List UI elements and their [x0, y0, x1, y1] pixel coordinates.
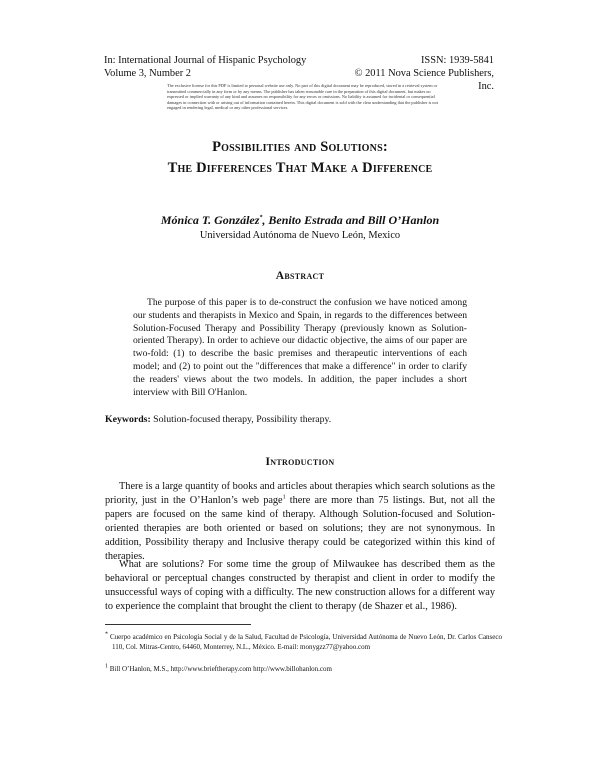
intro-p1-part-b: there are more than 75 listings. But, not all the papers are focused on the same kind of therapy. Although Solution-focused and Solution-oriented therapies are both oriented or based on solutions; they are not synonymous. In addition, Possibility therapy and Inclusive therapy could be categorized within this kind of therapies.: [105, 495, 496, 562]
copyright: © 2011 Nova Science Publishers, Inc.: [354, 68, 494, 92]
footnote-2-text: Bill O’Hanlon, M.S., http://www.brieftherapy.com http://www.billohanlon.com: [108, 665, 332, 673]
footnote-ref-1: 1: [282, 494, 286, 501]
title-line-1: Possibilities and Solutions:: [212, 139, 388, 155]
footnote-2-mark: 1: [105, 663, 108, 670]
paper-title: [100, 137, 500, 179]
footnote-1-mark: *: [105, 631, 108, 638]
author-list: [100, 213, 500, 228]
introduction-heading: Introduction: [265, 456, 335, 468]
abstract-text: The purpose of this paper is to de-construct the confusion we have noticed among our students and therapists in Mexico and Spain, in regards to the differences between Solution-Focused Therapy and Possibility Therapy (previously known as Solution-oriented Therapy). In order to achieve our didactic objective, the aims of our paper are two-fold: (1) to describe the basic premises and therapeutic interventions of each model; and (2) to point out the "differences that make a difference" in order to clarify the readers' views about the two models. In addition, the paper includes a short interview with Bill O'Hanlon.: [133, 297, 467, 398]
issn: ISSN: 1939-5841: [420, 55, 494, 66]
keywords-label: Keywords:: [105, 414, 151, 425]
intro-paragraph-1: [105, 480, 495, 564]
keywords-text: Solution-focused therapy, Possibility therapy.: [150, 414, 332, 425]
author-1-footnote-mark: *: [259, 215, 263, 221]
footnote-divider: [105, 624, 251, 625]
license-notice: The exclusive license for this PDF is limited to personal website use only. No part of this digital document may be reproduced, stored in a retrieval system or transmitted commercially in any form or by any means. The publisher has taken reasonable care in the preparation of this digital document, but makes no expressed or implied warranty of any kind and assumes no responsibility for any errors or omissions. No liability is assumed for incidental or consequential damages in connection with or arising out of information contained herein. This digital document is sold with the clear understanding that the publisher is not engaged in rendering legal, medical or any other professional services.: [167, 83, 438, 111]
other-authors: , Benito Estrada and Bill O’Hanlon: [262, 213, 440, 227]
footnote-1-text: Cuerpo académico en Psicología Social y de la Salud, Facultad de Psicología, Universidad Autónoma de Nuevo León, Dr. Carlos Canseco 110, Col. Mitras-Centro, 64460, Monterrey, N.L., México. E-mail: monygzz77@yahoo.com: [108, 633, 502, 651]
affiliation: Universidad Autónoma de Nuevo León, Mexico: [199, 230, 401, 241]
footnote-1: [105, 632, 502, 652]
abstract-heading: Abstract: [275, 270, 325, 282]
volume-number: Volume 3, Number 2: [104, 68, 191, 79]
title-line-2: The Differences That Make a Difference: [167, 160, 433, 176]
journal-header-left: [104, 54, 306, 80]
keywords: [105, 414, 331, 425]
journal-name: In: International Journal of Hispanic Psychology: [104, 55, 307, 66]
author-1: Mónica T. González: [160, 213, 260, 227]
footnote-2: [105, 664, 495, 674]
intro-p1-part-a: There is a large quantity of books and articles about therapies which search solutions as the priority, just in the O’Hanlon’s web page: [105, 481, 495, 506]
intro-paragraph-2: What are solutions? For some time the group of Milwaukee has described them as the behavioral or perceptual changes constructed by therapist and client in order to modify the unsuccessful ways of coping with a difficulty. The new construction allows for a different way to experience the complaint that brought the client to therapy (de Shazer et al., 1986).: [105, 559, 495, 612]
